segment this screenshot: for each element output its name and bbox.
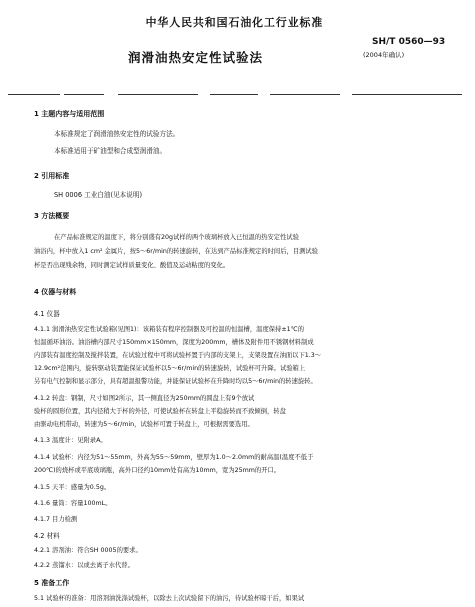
section-heading: 2 引用标准 (34, 172, 70, 180)
paragraph-line: 200℃)的烧杯或平底玻璃瓶，高外口径约10mm处有高为10mm，宽为25mm的开口。 (34, 467, 281, 474)
paragraph-line: 验杯的圆形位置，其内径稍大于杯的外径，可使试验杯在转盘上平稳旋转而不致倾倒，转盘 (34, 408, 286, 415)
header-rule (64, 94, 104, 95)
paragraph-line: 12.9cm²范围内，旋转驱动装置能保证试验杯以5～6r/min的转速旋转，试验杯可升降。试验箱上 (34, 365, 306, 372)
paragraph-line: 4.1.7 目力检测 (34, 516, 78, 523)
section-heading: 5 准备工作 (34, 579, 70, 587)
section-heading: 4 仪器与材料 (34, 288, 77, 296)
paragraph-line: 在产品标准规定的温度下，将分别盛有20g试样的两个玻璃杯放入已恒温的热安定性试验 (54, 234, 299, 241)
paragraph-line: 另有电气控制和显示部分，具有超温报警功能，并能保证试验杯在升降时均以5～6r/min的转速旋转。 (34, 378, 317, 385)
paragraph-line: 4.1.6 量筒：容量100mL。 (34, 500, 112, 507)
paragraph-line: 5.1 试验杯的准备：用溶剂油洗涤试验杯，以除去上次试验留下的油污，待试验杯晾干后，如果试 (34, 595, 305, 602)
paragraph-line: 4.1.3 温度计：见附录A。 (34, 437, 107, 444)
paragraph-line: 内部装有温度控制及搅拌装置，在试验过程中可将试验杯置于内部的支架上，支架设置在油面以下1.3～ (34, 352, 322, 359)
paragraph: SH 0006 工业白油(见本说明) (54, 191, 143, 199)
paragraph: 本标准规定了润滑油热安定性的试验方法。 (54, 130, 180, 138)
standard-code: SH/T 0560—93 (372, 37, 446, 47)
header-rule (270, 94, 340, 95)
header-rule (352, 94, 462, 95)
header-rule (210, 94, 258, 95)
paragraph-line: 4.2.2 蒸馏水：以或去离子水代替。 (34, 562, 134, 569)
paragraph-line: 4.1.5 天平：感量为0.5g。 (34, 484, 111, 491)
paragraph-line: 4.1.2 转盘：钢制，尺寸如图2所示，其一侧直径为250mm的圆盘上有9个放试 (34, 395, 255, 402)
paragraph-line: 4.1.1 润滑油热安定性试验箱(见图1)：该箱装有程序控制器及可控温的恒温槽，温度保持±1℃的 (34, 326, 304, 333)
paragraph-line: 杯是否出现残余物，同时测定试样质量变化、酸值及运动粘度的变化。 (34, 262, 230, 269)
subsection-heading: 4.1 仪器 (34, 310, 60, 318)
paragraph-line: 4.2.1 溶剂油：符合SH 0005的要求。 (34, 547, 142, 554)
confirmation-year: (2004年确认) (363, 51, 405, 59)
paragraph-line: 恒温循环油浴。油浴槽内部尺寸150mm×150mm，深度为200mm，槽体及附件用不锈钢材料制成 (34, 339, 314, 346)
section-heading: 1 主题内容与适用范围 (34, 110, 105, 118)
paragraph-line: 由驱动电机带动，转速为5～6r/min，试验杯可置于转盘上，可根据需要选用。 (34, 421, 254, 428)
header-rule (118, 94, 198, 95)
standard-header: 中华人民共和国石油化工行业标准 (145, 16, 324, 29)
paragraph: 本标准适用于矿油型和合成型润滑油。 (54, 147, 167, 155)
subsection-heading: 4.2 材料 (34, 532, 60, 540)
section-heading: 3 方法概要 (34, 212, 70, 220)
paragraph-line: 油浴内，杯中放入1 cm² 金属片，按5～6r/min的转速旋转，在达到产品标准规定的时间后，目测试验 (34, 248, 319, 255)
header-rule (8, 94, 60, 95)
paragraph-line: 4.1.4 试验杯：内径为51～55mm，外高为55～59mm，壁厚为1.0～2.0mm的耐高温(温度不低于 (34, 454, 314, 461)
document-title: 润滑油热安定性试验法 (128, 50, 264, 65)
